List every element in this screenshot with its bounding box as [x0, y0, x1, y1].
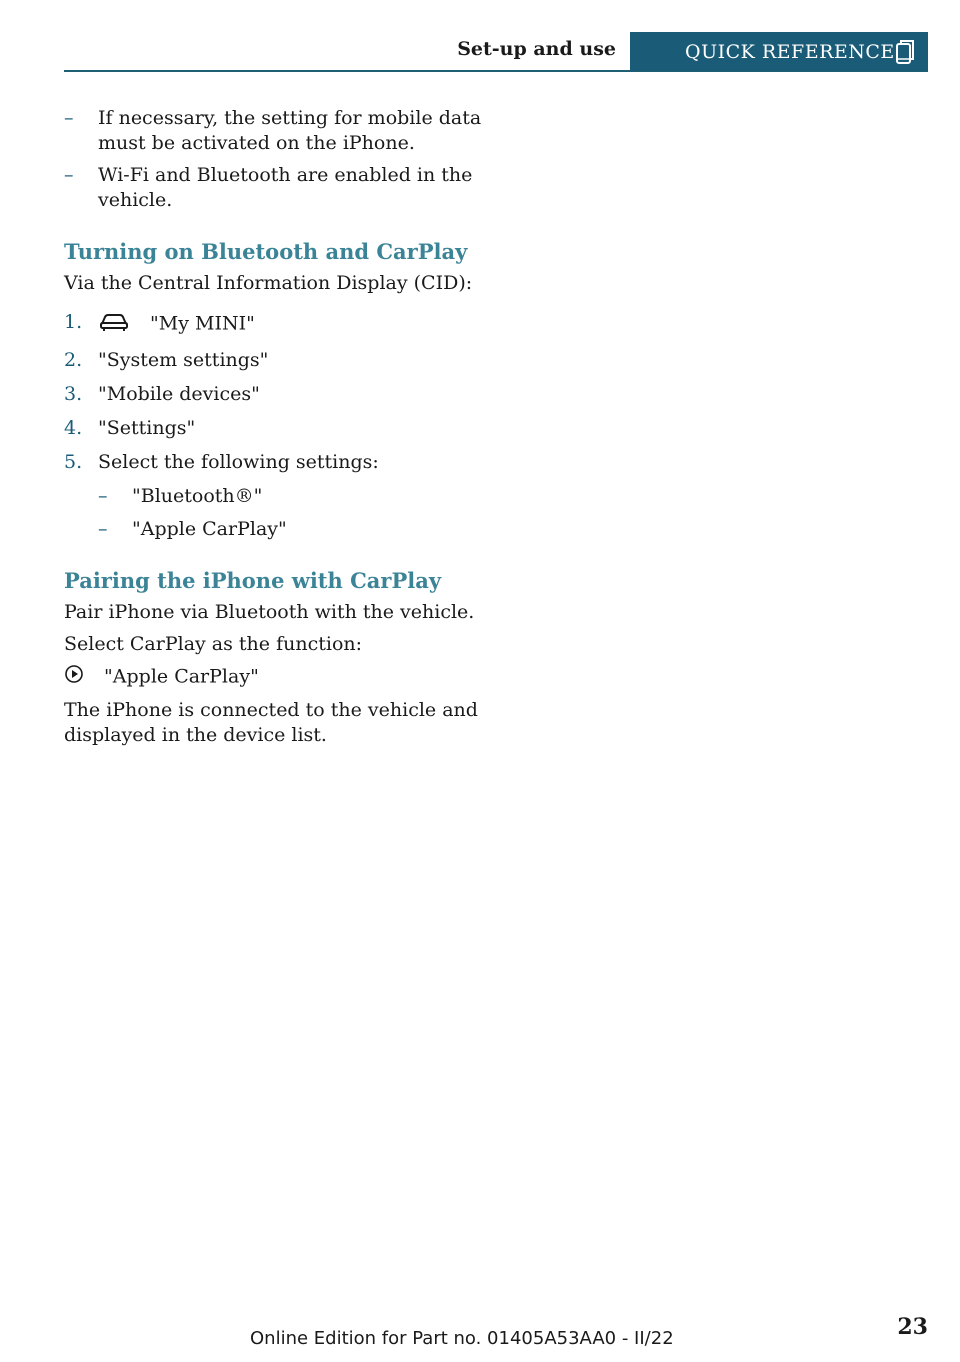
dash-marker: – [98, 518, 108, 540]
step-text: "Settings" [98, 417, 196, 439]
main-content [64, 106, 484, 755]
bullet-item [64, 106, 484, 156]
car-icon [98, 310, 144, 339]
dash-marker: – [98, 485, 108, 507]
section-title: Set-up and use [457, 38, 616, 60]
step-text: "My MINI" [150, 312, 255, 335]
step-text: Select the following settings: [98, 451, 379, 473]
bullet-text: If necessary, the setting for mobile data must be activated on the iPhone. [98, 107, 482, 154]
step-item [64, 450, 484, 475]
edition-footer: Online Edition for Part no. 01405A53AA0 - II/22 [250, 1328, 674, 1349]
step-number: 4. [64, 417, 83, 439]
dash-marker: – [64, 107, 74, 129]
quick-reference-tab[interactable] [630, 32, 928, 71]
step-text: "System settings" [98, 349, 269, 371]
step-number: 5. [64, 451, 83, 473]
section-paragraph: The iPhone is connected to the vehicle and displayed in the device list. [64, 699, 478, 746]
icon-line [64, 664, 484, 691]
play-circle-icon [64, 664, 98, 691]
step-item [64, 382, 484, 407]
step-text: "Mobile devices" [98, 383, 260, 405]
step-item [64, 310, 484, 339]
quick-reference-tab-label: QUICK REFERENCE [685, 40, 895, 63]
section-heading: Pairing the iPhone with CarPlay [64, 568, 442, 593]
section-intro: Via the Central Information Display (CID): [64, 272, 473, 294]
section-paragraph: Pair iPhone via Bluetooth with the vehicle. [64, 601, 475, 623]
sub-bullet-text: "Bluetooth®" [132, 485, 263, 507]
dash-marker: – [64, 164, 74, 186]
section-heading: Turning on Bluetooth and CarPlay [64, 239, 468, 264]
page-number: 23 [897, 1314, 928, 1340]
step-item [64, 416, 484, 441]
step-number: 1. [64, 311, 83, 333]
step-number: 3. [64, 383, 83, 405]
step-number: 2. [64, 349, 83, 371]
bullet-item [64, 163, 484, 213]
sub-bullet-item [64, 484, 484, 509]
step-item [64, 348, 484, 373]
sub-bullet-text: "Apple CarPlay" [132, 518, 287, 540]
icon-line-text: "Apple CarPlay" [104, 665, 259, 688]
sub-bullet-item [64, 517, 484, 542]
phone-book-icon [894, 39, 916, 65]
section-paragraph: Select CarPlay as the function: [64, 633, 363, 655]
bullet-text: Wi-Fi and Bluetooth are enabled in the vehicle. [98, 164, 473, 211]
